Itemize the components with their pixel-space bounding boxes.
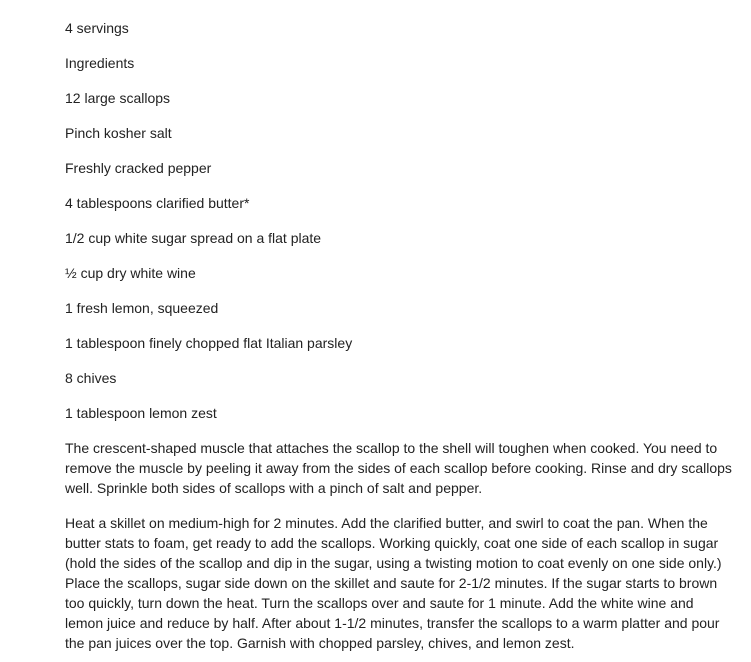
ingredient-item: 1 tablespoon lemon zest [65,405,217,421]
instruction-paragraph: Heat a skillet on medium-high for 2 minutes. Add the clarified butter, and swirl to coat the pan. When the butter stats to foam, get ready to add the scallops. Working quickly, coat one side of each scallop in sugar (hold the sides of the scallop and dip in the sugar, using a twisting motion to coat evenly on one side only.) Place the scallops, sugar side down on the skillet and saute for 2-1/2 minutes. If the sugar starts to brown too quickly, turn down the heat. Turn the scallops over and saute for 1 minute. Add the white wine and lemon juice and reduce by half. After about 1-1/2 minutes, transfer the scallops to a warm platter and pour the pan juices over the top. Garnish with chopped parsley, chives, and lemon zest. [65,515,722,651]
ingredient-item: 4 tablespoons clarified butter* [65,195,250,211]
ingredient-item: Freshly cracked pepper [65,160,212,176]
ingredient-item: 1 fresh lemon, squeezed [65,300,219,316]
ingredient-item: Pinch kosher salt [65,125,172,141]
ingredients-heading: Ingredients [65,55,135,71]
ingredient-item: 12 large scallops [65,90,171,106]
instruction-paragraph: The crescent-shaped muscle that attaches the scallop to the shell will toughen when cooked. You need to remove the muscle by peeling it away from the sides of each scallop before cooking. Rinse and dry scallops well. Sprinkle both sides of scallops with a pinch of salt and pepper. [65,440,732,496]
servings-text: 4 servings [65,20,129,36]
ingredient-item: 1 tablespoon finely chopped flat Italian parsley [65,335,353,351]
ingredient-item: ½ cup dry white wine [65,265,196,281]
ingredient-item: 1/2 cup white sugar spread on a flat plate [65,230,322,246]
ingredient-item: 8 chives [65,370,117,386]
